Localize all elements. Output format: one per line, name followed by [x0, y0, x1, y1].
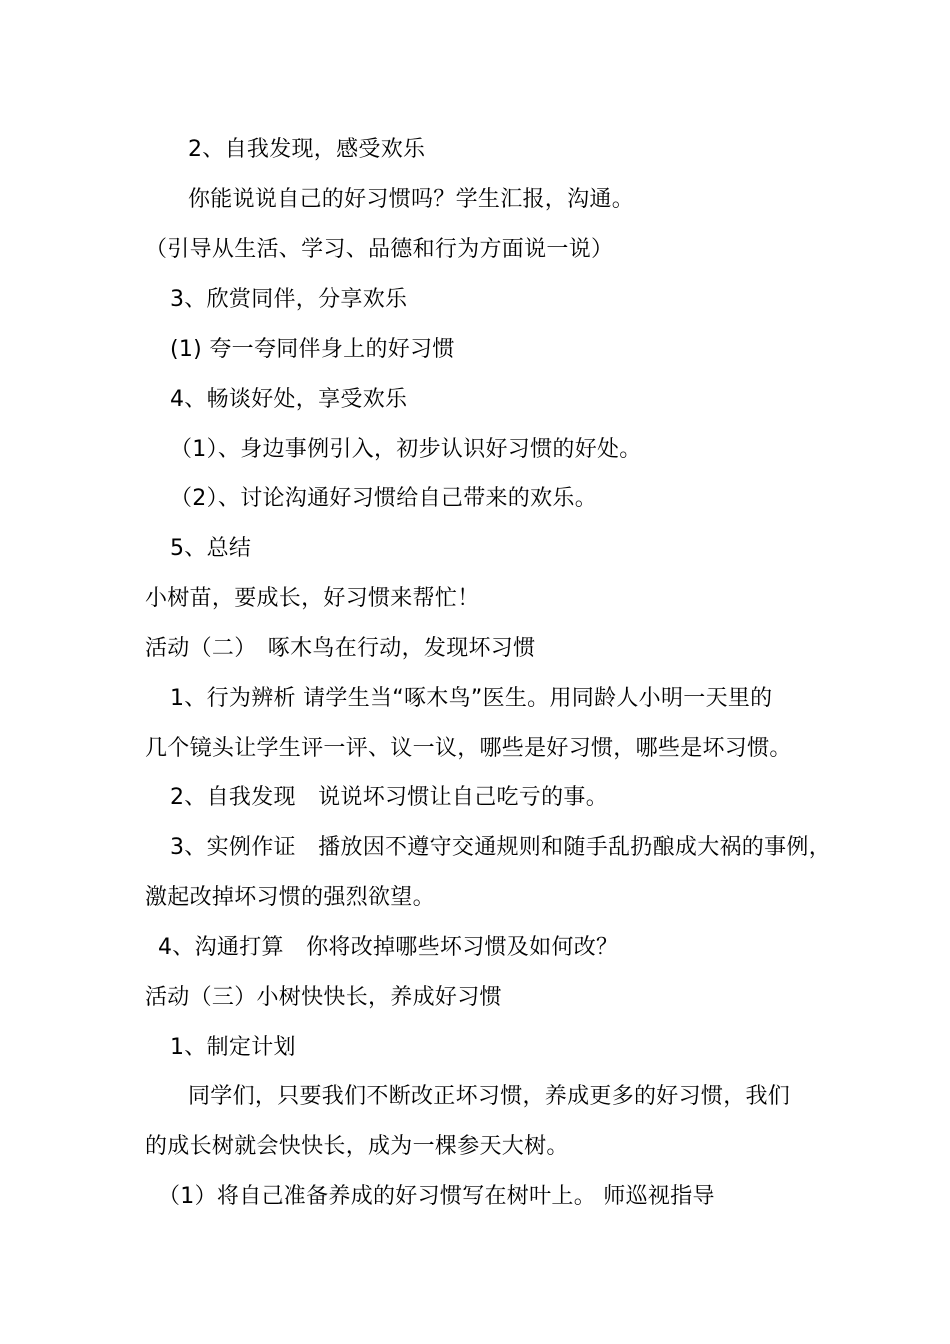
- paragraph: （引导从生活、学习、品德和行为方面说一说）: [145, 237, 614, 262]
- heading-discuss-benefits: 4、畅谈好处，享受欢乐: [170, 387, 408, 412]
- heading-summary: 5、总结: [170, 536, 252, 561]
- heading-self-discovery: 2、自我发现，感受欢乐: [188, 137, 426, 162]
- heading-make-plan: 1、制定计划: [170, 1035, 296, 1060]
- paragraph: 3、实例作证 播放因不遵守交通规则和随手乱扔酿成大祸的事例，: [170, 835, 831, 860]
- section-title-activity-3: 活动（三）小树快快长，养成好习惯: [145, 985, 502, 1010]
- paragraph: 1、行为辨析 请学生当“啄木鸟”医生。用同龄人小明一天里的: [170, 686, 773, 711]
- heading-appreciate-peers: 3、欣赏同伴，分享欢乐: [170, 287, 408, 312]
- paragraph: 几个镜头让学生评一评、议一议，哪些是好习惯，哪些是坏习惯。: [145, 736, 792, 761]
- list-item: （1）、身边事例引入，初步认识好习惯的好处。: [170, 437, 642, 462]
- paragraph: 的成长树就会快快长，成为一棵参天大树。: [145, 1134, 569, 1159]
- paragraph: 激起改掉坏习惯的强烈欲望。: [145, 885, 435, 910]
- list-item: (1) 夸一夸同伴身上的好习惯: [170, 337, 455, 362]
- paragraph: 2、自我发现 说说坏习惯让自己吃亏的事。: [170, 785, 608, 810]
- list-item: （1）将自己准备养成的好习惯写在树叶上。 师巡视指导: [158, 1184, 715, 1209]
- section-title-activity-2: 活动（二） 啄木鸟在行动，发现坏习惯: [145, 636, 536, 661]
- paragraph: 同学们，只要我们不断改正坏习惯，养成更多的好习惯，我们: [188, 1084, 791, 1109]
- paragraph: 你能说说自己的好习惯吗？学生汇报，沟通。: [188, 187, 635, 212]
- paragraph: 4、沟通打算 你将改掉哪些坏习惯及如何改？: [158, 935, 619, 960]
- list-item: （2）、讨论沟通好习惯给自己带来的欢乐。: [170, 486, 597, 511]
- paragraph: 小树苗，要成长，好习惯来帮忙！: [145, 586, 480, 611]
